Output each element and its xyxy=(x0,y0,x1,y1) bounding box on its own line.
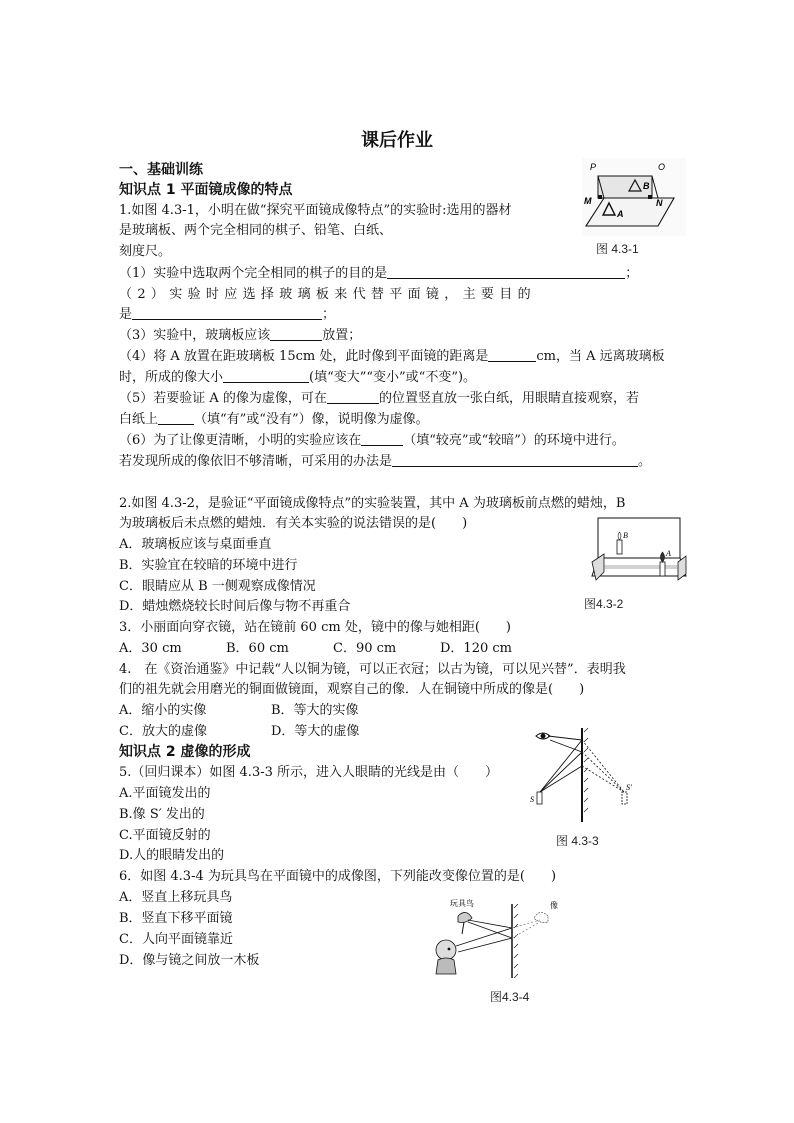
figure-4-3-3 xyxy=(526,722,638,826)
knowledge-point-2: 知识点 2 虚像的形成 xyxy=(119,744,251,760)
q1-part-6-cont: 若发现所成的像依旧不够清晰，可采用的办法是 。 xyxy=(119,454,652,469)
fig4-label-image: 像 xyxy=(550,901,558,910)
q1-part-6: （6）为了让像更清晰，小明的实验应该在 （填“较亮”或“较暗”）的环境中进行。 xyxy=(119,433,625,448)
answer-blank[interactable] xyxy=(361,431,403,446)
fig1-label-o: O xyxy=(658,162,666,172)
figure-4-3-1-caption: 图 4.3-1 xyxy=(596,242,639,256)
answer-blank[interactable] xyxy=(270,326,322,341)
q1-part-5-cont: 白纸上 （填“有”或“没有”）像，说明像为虚像。 xyxy=(119,412,429,427)
q4-stem-line-2: 们的祖先就会用磨光的铜面做镜面，观察自己的像．人在铜镜中所成的像是( ) xyxy=(119,682,585,697)
q6-option-d: D．像与镜之间放一木板 xyxy=(119,953,260,968)
q1-part-4: （4）将 A 放置在距玻璃板 15cm 处，此时像到平面镜的距离是 cm，当 A 远离玻璃板 xyxy=(119,349,665,364)
q3-stem: 3．小丽面向穿衣镜，站在镜前 60 cm 处，镜中的像与她相距( ) xyxy=(119,620,511,635)
q2-stem-line-1: 2.如图 4.3-2，是验证“平面镜成像特点”的实验装置，其中 A 为玻璃板前点燃的蜡烛，B xyxy=(119,496,626,511)
q1-stem-line-2: 是玻璃板、两个完全相同的棋子、铅笔、白纸、 xyxy=(119,223,393,238)
figure-4-3-3-caption: 图 4.3-3 xyxy=(556,834,599,848)
q5-option-b: B.像 S′ 发出的 xyxy=(119,807,205,822)
q3-option-d: D．120 cm xyxy=(440,641,512,656)
q2-stem-line-2: 为玻璃板后未点燃的蜡烛．有关本实验的说法错误的是( ) xyxy=(119,516,468,531)
q4-options-row-1 xyxy=(119,701,359,721)
q6-option-b: B．竖直下移平面镜 xyxy=(119,911,233,926)
answer-blank[interactable] xyxy=(488,347,536,362)
q2-option-c: C．眼睛应从 B 一侧观察成像情况 xyxy=(119,579,316,594)
q1-part-4-cont: 时，所成的像大小 (填“变大”“变小”或“不变”)。 xyxy=(119,370,477,385)
q1-part-2: （ 2 ） 实 验 时 应 选 择 玻 璃 板 来 代 替 平 面 镜 ， 主 要 目 的 xyxy=(119,287,532,302)
section-heading: 一、基础训练 xyxy=(119,162,203,178)
q5-option-d: D.人的眼睛发出的 xyxy=(119,848,225,863)
fig3-label-s: S xyxy=(530,795,534,804)
answer-blank[interactable] xyxy=(392,452,638,467)
fig3-label-s-prime: S′ xyxy=(626,783,632,792)
answer-blank[interactable] xyxy=(132,305,322,320)
q2-option-d: D．蜡烛燃烧较长时间后像与物不再重合 xyxy=(119,599,351,614)
page-title: 课后作业 xyxy=(361,130,433,151)
q4-option-a: A．缩小的实像 xyxy=(119,703,207,718)
q3-options xyxy=(119,639,512,659)
fig1-label-n: N xyxy=(656,198,663,208)
q3-option-b: B．60 cm xyxy=(226,641,289,656)
fig1-label-m: M xyxy=(584,196,592,206)
fig1-label-p: P xyxy=(590,162,597,172)
q2-option-b: B．实验宜在较暗的环境中进行 xyxy=(119,558,298,573)
q4-option-c: C．放大的虚像 xyxy=(119,724,207,739)
q6-option-c: C．人向平面镜靠近 xyxy=(119,932,233,947)
q3-option-a: A．30 cm xyxy=(119,641,182,656)
q5-option-c: C.平面镜反射的 xyxy=(119,828,211,843)
q1-part-1: （1）实验中选取两个完全相同的棋子的目的是 ； xyxy=(119,266,639,281)
q4-option-b: B．等大的实像 xyxy=(271,703,359,718)
fig1-label-a: A xyxy=(617,209,624,219)
answer-blank[interactable] xyxy=(158,410,194,425)
figure-4-3-2-caption: 图4.3-2 xyxy=(584,597,624,611)
q1-part-5: （5）若要验证 A 的像为虚像，可在 的位置竖直放一张白纸，用眼睛直接观察，若 xyxy=(119,391,639,406)
answer-blank[interactable] xyxy=(223,368,309,383)
fig2-label-b: B xyxy=(623,531,628,540)
q1-stem-line-1: 1.如图 4.3-1，小明在做“探究平面镜成像特点”的实验时:选用的器材 xyxy=(119,203,512,218)
figure-4-3-4 xyxy=(430,894,580,980)
q4-options-row-2 xyxy=(119,722,359,742)
knowledge-point-1: 知识点 1 平面镜成像的特点 xyxy=(119,182,293,198)
figure-4-3-4-caption: 图4.3-4 xyxy=(490,990,530,1004)
fig2-label-a: A xyxy=(666,549,671,558)
q3-option-c: C．90 cm xyxy=(333,641,397,656)
q5-option-a: A.平面镜发出的 xyxy=(119,786,211,801)
q1-part-3: （3）实验中，玻璃板应该 放置； xyxy=(119,328,362,343)
answer-blank[interactable] xyxy=(327,389,379,404)
q1-part-2-cont: 是 ； xyxy=(119,307,336,322)
answer-blank[interactable] xyxy=(387,264,625,279)
q4-stem-line-1: 4. 在《资治通鉴》中记载“人以铜为镜，可以正衣冠；以古为镜，可以见兴替”．表明我 xyxy=(119,662,626,677)
q6-stem: 6．如图 4.3-4 为玩具鸟在平面镜中的成像图，下列能改变像位置的是( ) xyxy=(119,869,557,884)
fig4-label-toy-bird: 玩具鸟 xyxy=(450,899,474,908)
q2-option-a: A．玻璃板应该与桌面垂直 xyxy=(119,537,272,552)
q1-stem-line-3: 刻度尺。 xyxy=(119,244,172,259)
q6-option-a: A．竖直上移玩具鸟 xyxy=(119,890,233,905)
q4-option-d: D．等大的虚像 xyxy=(271,724,360,739)
figure-4-3-1 xyxy=(582,158,686,236)
q5-stem: 5.（回归课本）如图 4.3-3 所示，进入人眼睛的光线是由（ ） xyxy=(119,765,499,780)
figure-4-3-2 xyxy=(590,514,688,588)
fig1-label-b: B xyxy=(643,181,650,191)
